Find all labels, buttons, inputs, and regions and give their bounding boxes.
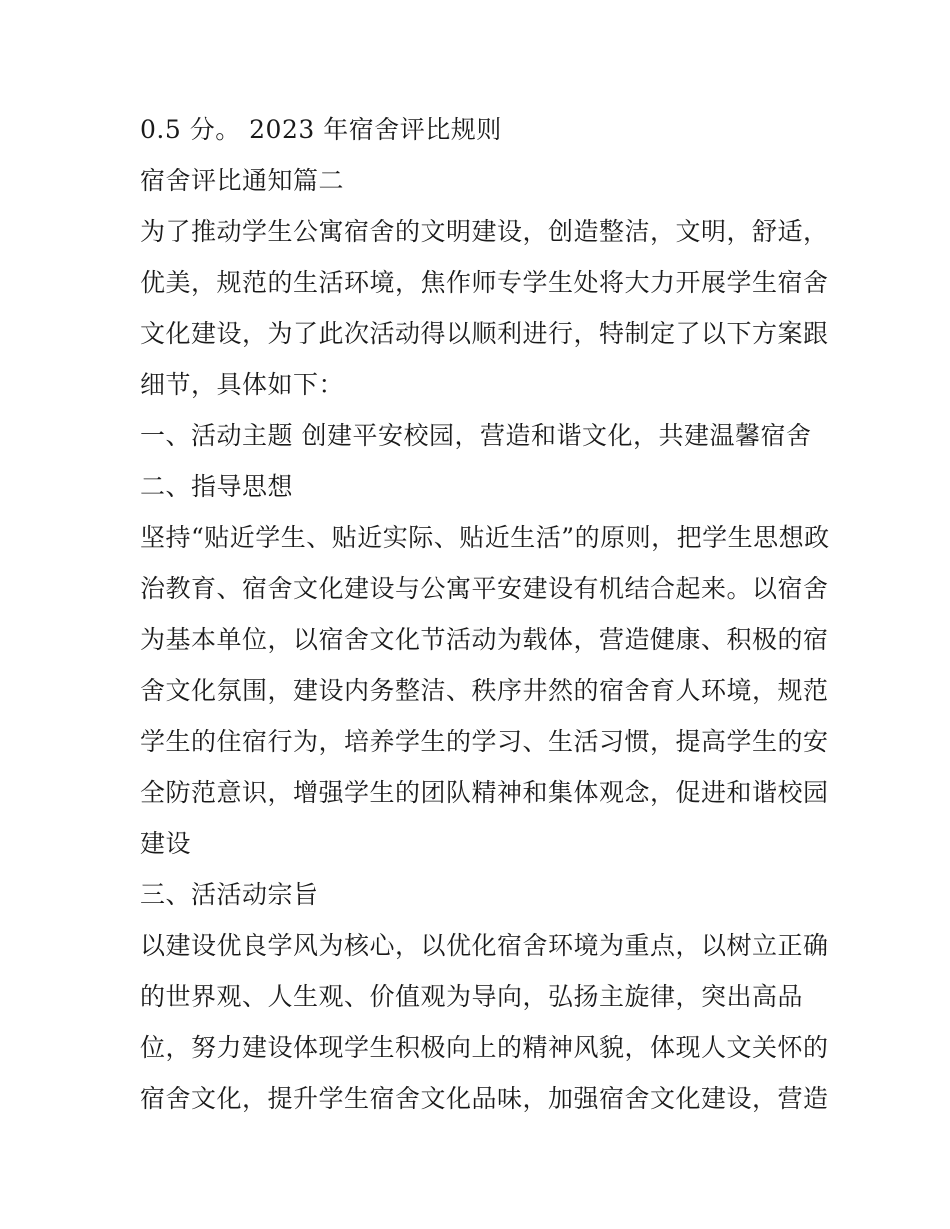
text-line: 学生的住宿行为，培养学生的学习、生活习惯，提高学生的安 [140,727,829,756]
section-heading: 宿舍评比通知篇二 [140,166,345,195]
text-line: 的世界观、人生观、价值观为导向，弘扬主旋律，突出高品 [140,982,804,1011]
text-line: 坚持“贴近学生、贴近实际、贴近生活”的原则，把学生思想政 [140,523,830,552]
text-line: 优美，规范的生活环境，焦作师专学生处将大力开展学生宿舍 [140,268,829,297]
text-line: 宿舍文化，提升学生宿舍文化品味，加强宿舍文化建设，营造 [140,1084,829,1113]
document-body [140,104,830,1124]
text-line: 为基本单位，以宿舍文化节活动为载体，营造健康、积极的宿 [140,625,829,654]
text-line: 舍文化氛围，建设内务整洁、秩序井然的宿舍育人环境，规范 [140,676,829,705]
section-heading: 二、指导思想 [140,472,294,501]
text-line: 治教育、宿舍文化建设与公寓平安建设有机结合起来。以宿舍 [140,574,829,603]
text-line: 以建设优良学风为核心，以优化宿舍环境为重点，以树立正确 [140,931,829,960]
text-line: 为了推动学生公寓宿舍的文明建设，创造整洁，文明，舒适， [140,217,829,246]
text-line: 全防范意识，增强学生的团队精神和集体观念，促进和谐校园 [140,778,829,807]
text-line: 0.5 分。 2023 年宿舍评比规则 [140,115,502,144]
section-heading: 一、活动主题 创建平安校园，营造和谐文化，共建温馨宿舍 [140,421,812,450]
text-line: 建设 [140,829,192,858]
section-heading: 三、活活动宗旨 [140,880,319,909]
text-line: 细节，具体如下： [140,370,345,399]
text-line: 位，努力建设体现学生积极向上的精神风貌，体现人文关怀的 [140,1033,829,1062]
text-line: 文化建设，为了此次活动得以顺利进行，特制定了以下方案跟 [140,319,829,348]
